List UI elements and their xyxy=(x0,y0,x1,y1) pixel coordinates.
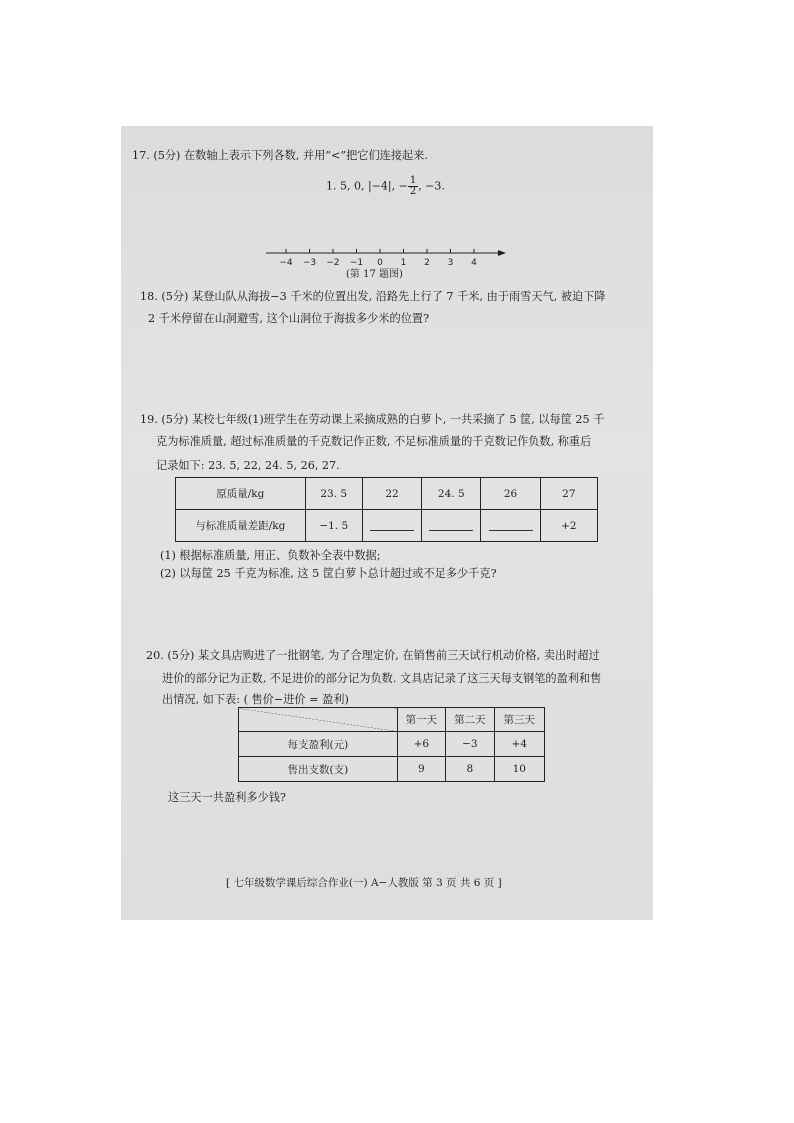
number-line-label: 4 xyxy=(471,258,477,268)
number-line-label: −4 xyxy=(279,258,293,268)
q20-cell: 8 xyxy=(446,757,494,782)
page-footer: [ 七年级数学课后综合作业(一) A−人教版 第 3 页 共 6 页 ] xyxy=(226,877,502,889)
q18-line1: 18. (5分) 某登山队从海拔−3 千米的位置出发, 沿路先上行了 7 千米, 由于雨雪天气, 被迫下降 xyxy=(140,290,606,303)
q19-cell: +2 xyxy=(540,510,597,542)
number-line-label: −2 xyxy=(326,258,340,268)
q19-cell: 22 xyxy=(362,478,421,510)
q17-numbers-after: , −3. xyxy=(418,179,445,193)
q19-line3: 记录如下: 23. 5, 22, 24. 5, 26, 27. xyxy=(156,459,340,472)
q19-cell: 26 xyxy=(481,478,540,510)
q20-cell: +4 xyxy=(494,732,544,757)
q20-question: 这三天一共盈利多少钱? xyxy=(168,791,286,804)
number-line-label: −1 xyxy=(349,258,364,268)
q19-blank-cell[interactable] xyxy=(422,510,481,542)
q17-fraction xyxy=(408,176,418,197)
number-line-label: 3 xyxy=(447,258,454,268)
q20-line1: 20. (5分) 某文具店购进了一批钢笔, 为了合理定价, 在销售前三天试行机动价格, 卖出时超过 xyxy=(146,649,600,662)
q17-numbers xyxy=(326,176,445,197)
number-line-label: 2 xyxy=(424,258,430,268)
q20-line2: 进价的部分记为正数, 不足进价的部分记为负数. 文具店记录了这三天每支钢笔的盈利和售 xyxy=(162,672,602,685)
number-line-label: −3 xyxy=(302,258,317,268)
q19-blank-cell[interactable] xyxy=(362,510,421,542)
q19-cell: 24. 5 xyxy=(422,478,481,510)
q20-table xyxy=(238,707,545,782)
q20-sold-row xyxy=(239,757,545,782)
q19-sub2: (2) 以每筐 25 千克为标准, 这 5 筐白萝卜总计超过或不足多少千克? xyxy=(160,567,497,580)
q20-row1-label: 每支盈利(元) xyxy=(239,732,398,757)
q17-frac-den: 2 xyxy=(409,186,417,197)
q19-row1-header: 原质量/kg xyxy=(176,478,306,510)
q19-sub1: (1) 根据标准质量, 用正、负数补全表中数据; xyxy=(160,549,381,562)
q20-header-cell: 第二天 xyxy=(446,708,494,732)
q20-cell: +6 xyxy=(397,732,445,757)
q20-header-cell: 第一天 xyxy=(397,708,445,732)
q19-cell: −1. 5 xyxy=(305,510,362,542)
q19-cell: 27 xyxy=(540,478,597,510)
q19-blank-cell[interactable] xyxy=(481,510,540,542)
answer-blank[interactable] xyxy=(370,518,414,531)
q17-frac-num: 1 xyxy=(409,175,417,186)
q19-row-diff xyxy=(176,510,598,542)
q20-cell: 9 xyxy=(397,757,445,782)
q19-line1: 19. (5分) 某校七年级(1)班学生在劳动课上采摘成熟的白萝卜, 一共采摘了 5 筐, 以每筐 25 千 xyxy=(140,413,605,426)
q19-table xyxy=(175,477,598,542)
q19-row2-header: 与标准质量差距/kg xyxy=(176,510,306,542)
number-line-arrow xyxy=(498,250,506,256)
number-line-ticks xyxy=(279,249,477,268)
q20-line3: 出情况, 如下表: ( 售价−进价 = 盈利) xyxy=(162,693,349,706)
number-line xyxy=(260,243,510,269)
q19-cell: 23. 5 xyxy=(305,478,362,510)
q20-header-row xyxy=(239,708,545,732)
q18-line2: 2 千米停留在山洞避雪, 这个山洞位于海拔多少米的位置? xyxy=(148,312,430,325)
answer-blank[interactable] xyxy=(489,518,533,531)
q20-corner-cell xyxy=(239,708,398,732)
answer-blank[interactable] xyxy=(429,518,473,531)
q19-line2: 克为标准质量, 超过标准质量的千克数记作正数, 不足标准质量的千克数记作负数, 称重后 xyxy=(156,435,592,448)
q20-cell: 10 xyxy=(494,757,544,782)
q17-text: 17. (5分) 在数轴上表示下列各数, 并用“<”把它们连接起来. xyxy=(132,149,428,162)
q19-row-original xyxy=(176,478,598,510)
q20-header-cell: 第三天 xyxy=(494,708,544,732)
q20-cell: −3 xyxy=(446,732,494,757)
q20-profit-row xyxy=(239,732,545,757)
q17-numbers-before: 1. 5, 0, |−4|, − xyxy=(326,179,408,193)
number-line-label: 1 xyxy=(400,258,407,268)
q17-caption: (第 17 题图) xyxy=(346,269,403,280)
q20-row2-label: 售出支数(支) xyxy=(239,757,398,782)
number-line-label: 0 xyxy=(377,258,383,268)
